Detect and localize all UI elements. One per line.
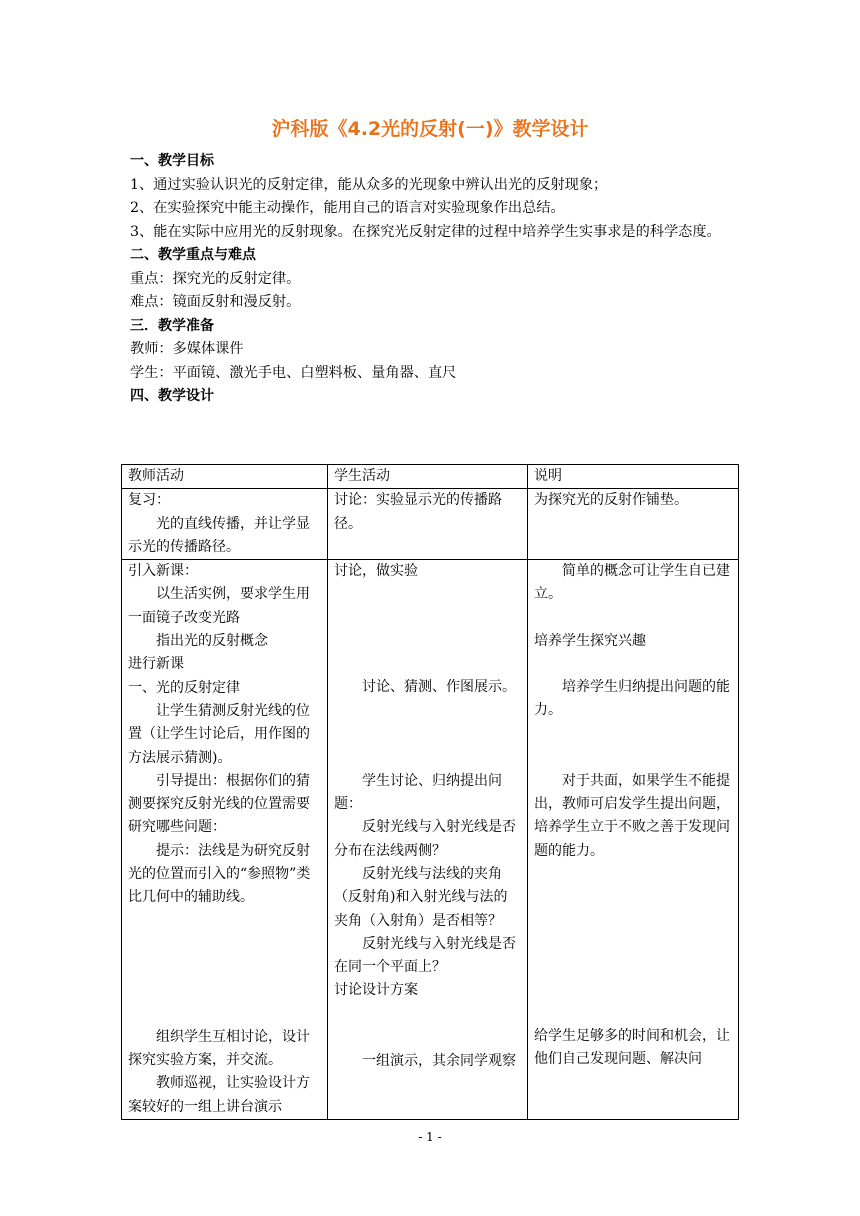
text-line: 让学生猜测反射光线的位置（让学生讨论后，用作图的方法展示猜测)。 — [128, 702, 310, 766]
prep-student: 学生：平面镜、激光手电、白塑料板、量角器、直尺 — [130, 364, 457, 381]
text-line: 教师巡视，让实验设计方案较好的一组上讲台演示 — [128, 1075, 310, 1115]
text-line: 复习： — [128, 492, 170, 509]
text-line: 讨论：实验显示光的传播路径。 — [334, 492, 502, 532]
key-heading: 二、教学重点与难点 — [130, 247, 256, 263]
text-line: 反射光线与入射光线是否在同一个平面上？ — [334, 935, 516, 976]
intro-section — [130, 150, 742, 409]
text-line: 引导提出：根据你们的猜测要探究反射光线的位置需要研究哪些问题： — [128, 772, 310, 836]
text-line: 以生活实例，要求学生用一面镜子改变光路 — [128, 586, 310, 626]
student-cell — [328, 489, 528, 560]
text-line: 简单的概念可让学生自已建立。 — [534, 563, 730, 603]
note-cell — [528, 489, 739, 560]
goal-item: 3、能在实际中应用光的反射现象。在探究光反射定律的过程中培养学生实事求是的科学态度。 — [130, 223, 721, 240]
text-line: 讨论设计方案 — [334, 982, 418, 999]
text-line: 组织学生互相讨论，设计探究实验方案，并交流。 — [128, 1028, 310, 1068]
text-line: 讨论、猜测、作图展示。 — [362, 679, 516, 696]
key-point: 重点：探究光的反射定律。 — [130, 270, 301, 287]
header-teacher: 教师活动 — [122, 465, 328, 489]
header-student: 学生活动 — [328, 465, 528, 489]
text-line: 为探究光的反射作铺垫。 — [534, 492, 688, 509]
text-line: 一、光的反射定律 — [128, 679, 240, 696]
text-line: 反射光线与法线的夹角（反射角)和入射光线与法的夹角（入射角）是否相等？ — [334, 865, 508, 929]
text-line: 给学生足够多的时间和机会，让他们自己发现问题、解决问 — [534, 1027, 730, 1068]
note-cell — [528, 560, 739, 1120]
text-line: 进行新课 — [128, 656, 184, 673]
goal-item: 2、在实验探究中能主动操作，能用自己的语言对实验现象作出总结。 — [130, 200, 565, 216]
text-line: 学生讨论、归纳提出问题： — [334, 772, 502, 813]
text-line: 培养学生探究兴趣 — [534, 632, 646, 649]
text-line: 讨论，做实验 — [334, 563, 418, 580]
page-number: - 1 - — [418, 1130, 442, 1144]
table-row — [122, 489, 739, 560]
table-header-row — [122, 465, 739, 489]
teacher-cell — [122, 489, 328, 560]
student-cell — [328, 560, 528, 1120]
header-note: 说明 — [528, 465, 739, 489]
text-line: 对于共面，如果学生不能提出，教师可启发学生提出问题，培养学生立于不败之善于发现问题的能力。 — [534, 772, 730, 859]
prep-heading: 三．教学准备 — [130, 317, 214, 334]
difficulty: 难点：镜面反射和漫反射。 — [130, 294, 301, 310]
document-title: 沪科版《4.2光的反射(一)》教学设计 — [271, 118, 589, 140]
text-line: 反射光线与入射光线是否分布在法线两侧？ — [334, 819, 516, 859]
text-line: 培养学生归纳提出问题的能力。 — [534, 679, 730, 719]
goal-item: 1、通过实验认识光的反射定律，能从众多的光现象中辨认出光的反射现象； — [130, 176, 608, 193]
prep-teacher: 教师：多媒体课件 — [130, 341, 244, 357]
goals-heading: 一、教学目标 — [130, 153, 214, 169]
text-line: 光的直线传播，并让学显示光的传播路径。 — [128, 515, 310, 555]
text-line: 一组演示，其余同学观察 — [362, 1052, 516, 1069]
text-line: 引入新课： — [128, 563, 198, 580]
text-line: 提示：法线是为研究反射光的位置而引入的“参照物”类比几何中的辅助线。 — [128, 842, 311, 906]
table-row — [122, 560, 739, 1120]
lesson-plan-table — [121, 464, 739, 1120]
design-heading: 四、教学设计 — [130, 388, 214, 404]
text-line: 指出光的反射概念 — [156, 633, 268, 650]
teacher-cell — [122, 560, 328, 1120]
